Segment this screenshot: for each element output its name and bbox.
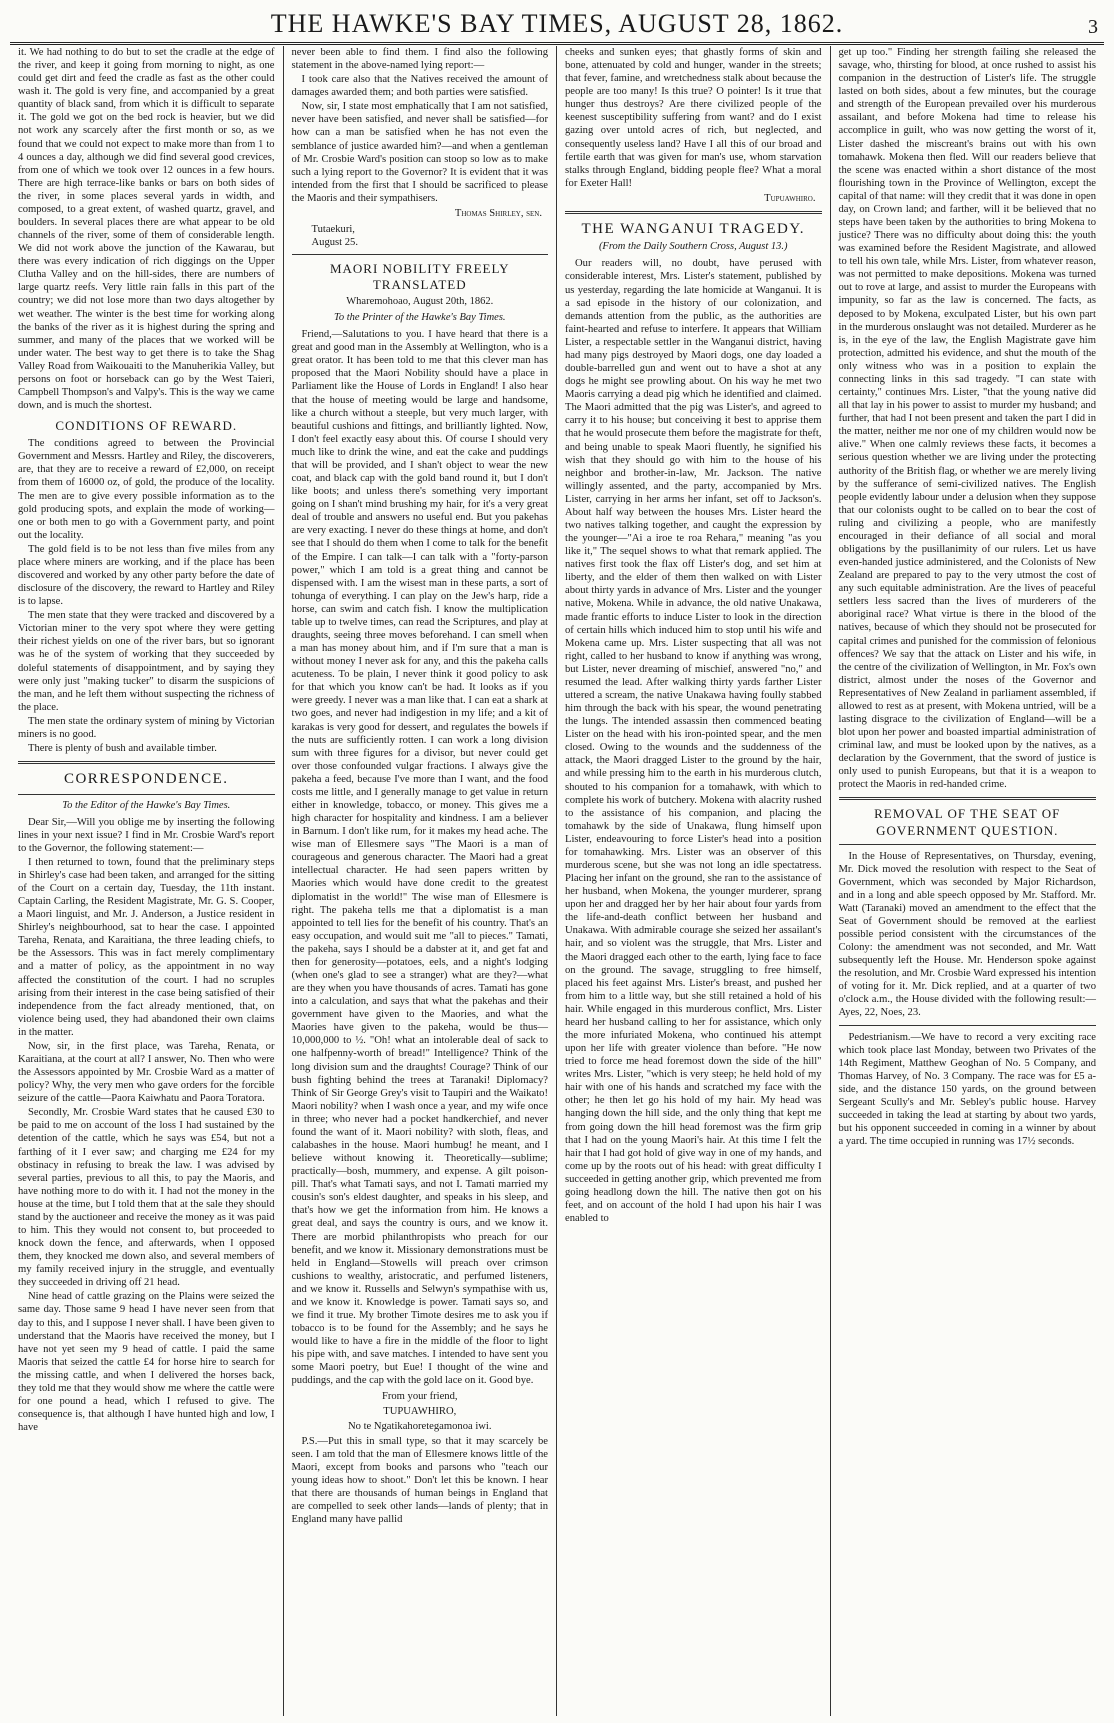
article-text: In the House of Representatives, on Thursday, evening, Mr. Dick moved the resolution with respect to the Seat of Government, which was seconded by Major Richardson, and in a long and able speech opposed by Mr. Stafford. Mr. Watt (Taranaki) moved an amendment to the effect that the Seat of Government should be removed at the earliest possible period consistent with the circumstances of the Colony: the amendment was not seconded, and Mr. Watt subsequently left the House. Mr. Henderson spoke against the resolution, and Mr. Crosbie Ward expressed his intention of voting for it. Mr. Dick replied, and at a quarter of two o'clock a.m., the House divided with the following result:—Ayes, 22, Noes, 23. (838, 850, 1096, 1019)
article-text: There is plenty of bush and available timber. (28, 743, 217, 755)
divider (839, 797, 1097, 800)
closing: From your friend, (381, 1390, 458, 1402)
section-heading: CORRESPONDENCE. (63, 771, 229, 788)
article-text: Dear Sir,—Will you oblige me by inserting the following lines in your next issue? I find in Mr. Crosbie Ward's report to the Governor, the following statement:— (18, 816, 275, 854)
divider (839, 844, 1097, 845)
quoted-text: I then returned to town, found that the preliminary steps in Shirley's case had been taken, and arranged for the sitting of the Court on a certain day, Tuesday, the 11th instant. Captain Carling, the Resident Magistrate, Mr. G. S. Cooper, a Maori linguist, and Mr. J. Anderson, a Justice resident in Shirley's neighbourhood, sat to hear the case. I appointed Tareha, Renata, and Karaitiana, the three leading chiefs, to be the Assessors. This was in fact merely complimentary and a matter of policy, as the appointment in no way affected the constitution of the court. I had no scruples arising from their interest in the case being satisfied of their independence from the fact already mentioned, that, on violence being used, they had abandoned their own claims in the matter. (18, 856, 275, 1038)
divider (565, 211, 822, 214)
article-text: The men state that they were tracked and discovered by a Victorian miner to the very spot where they were getting their richest yields on one of the river bars, but so ignorant was he of the system of working that they succeeded by doleful statements of disappointment, and by saying they were only just "making tucker" to disarm the suspicions of the man, and he left them without suspecting the richness of the place. (18, 610, 275, 713)
article-text: Secondly, Mr. Crosbie Ward states that he caused £30 to be paid to me on account of the loss I had sustained by the detention of the cattle, which he says was £54, but not a farthing of it I ever saw; and charging me £24 for my obstinacy in refusing to break the law. I was advised by several parties, previous to all this, to pay the Maoris, and have nothing more to do with it. I had not the money in the house at the time, but I told them that at the sale they should stand by the auctioneer and receive the money as it was paid to him. This they would not consent to, but proceeded to knock down the fence, and afterwards, when I opposed them, they knocked me down also, and several members of my family received injury in the struggle, and eventually they succeeded in driving off 21 head. (18, 1107, 275, 1289)
article-text: Now, sir, I state most emphatically that I am not satisfied, never have been satisfied, and never shall be satisfied—for how can a man be satisfied when he has not even the semblance of justice awarded him?—and when a gentleman of Mr. Crosbie Ward's position can stoop so low as to make such a lying report to the Governor? It is evident that it was intended from the first that I should be sacrificed to please the Maoris and their sympathisers. (291, 101, 548, 204)
article-text: cheeks and sunken eyes; that ghastly forms of skin and bone, attenuated by cold and hunger, wander in the streets; that fever, famine, and wretchedness stalk about because the people are too many! Is this true? O pointer! Is it true that hunger thus destroys? Are there civilized people of the keenest susceptibility suffering from want? and do I exist gazing over untold acres of rich, but neglected, and consequently useless land? Have I all this of our broad and fertile earth that was given for man's use, whom starvation stalks through England, bidding people flee? What a moral for Exeter Hall! (565, 47, 822, 189)
place: Tutaekuri, (311, 224, 355, 236)
quoted-text: I took care also that the Natives received the amount of damages awarded them; and both parties were satisfied. (291, 74, 548, 99)
letter-addressee: To the Editor of the Hawke's Bay Times. (62, 799, 231, 811)
section-heading: THE WANGANUI TRAGEDY. (581, 220, 806, 237)
columns (10, 46, 1104, 1716)
divider (18, 794, 275, 795)
page-number: 3 (1088, 16, 1098, 38)
letter-addressee: To the Printer of the Hawke's Bay Times. (333, 312, 506, 324)
article-text: it. We had nothing to do but to set the cradle at the edge of the river, and keep it going from morning to night, as one could get dirt and feed the cradle as fast as the other could wash it. The gold is very fine, and accompanied by a great quantity of black sand, from which it is difficult to separate it. The gold we got on the bed rock is heavier, but we did not work any scarcely after the first month or so, as we found that we could not expect to make more than from 1 to 4 ounces a day, although we did find several good crevices, from one of which we took over 12 ounces in a few hours. There are high terrace-like banks or bars on both sides of the river, in some places several yards in width, and composed, to a great extent, of washed quartz, gravel, and boulders. In several places there are what appear to be old channels of the river, some of them of considerable length. We did not work above the junction of the Kawarau, but there was every indication of rich diggings on the Upper Clutha Valley and on the hill-sides, there are numbers of large quartz reefs. Very little rain falls in this part of the country; we did not lose more than two days altogether by wet weather. The winter is the best time for working along the banks of the river as it is highest during the spring and summer, and many of the places that we worked will be under water. The best way to get there is to take the Shag Valley Road from Waikouaiti to the Manuherikia Valley, but persons on foot or horseback can go by the West Taieri, Campbell Thompson's and Valpy's. This is the way we came down, and is much the shortest. (18, 47, 275, 412)
article-text: The men state the ordinary system of mining by Victorian miners is no good. (18, 715, 275, 740)
article-text: Friend,—Salutations to you. I have heard that there is a great and good man in the Assembly at Wellington, who is a great orator. It has been told to me that this clever man has proposed that the Maori Nobility should have a place in Parliament like the House of Lords in England! I also hear that the house of meeting would be large and handsome, like a church without a steeple, but very much larger, with beautiful cushions and fittings, and brilliantly lighted. Now, I don't feel exactly easy about this. Of course I should very much like to drink the wine, and eat the cake and puddings that will be provided, and I shan't object to wear the new coat, and black cap with the gold band round it, but I don't like boots; and unless there's something very important going on I shan't mind brushing my hair, for it's a very great deal of trouble and answers no useful end. But you pakehas are very exacting. I never do these things at home, and don't see that I should do them when I come to talk for the benefit of the Empire. I can talk—I can talk with a "forty-parson power," which I am told is a great thing and cannot be dispensed with. I am the wisest man in these parts, a sort of tohunga of everything. I can play on the Jew's harp, ride a horse, can swim and catch fish. I know the multiplication table up to twelve times, can read the Scriptures, and play at draughts, seeing three moves beforehand. I can smell when a man has money about him, and if I'm sure that a man is without money I never ask for any, and this the pakeha calls acuteness. To be plain, I never think it good policy to ask for that which you know can't be had. It looks as if you were greedy. I never was a man like that. I can eat a shark at two goes, and never had indigestion in my life; and a kit of karakas is very good for dessert, and regulates the bowels if the nuts are sufficiently rotten. I can work a long division sum with three figures for a divisor, but never could get over those confounded vulgar fractions. I always give the pakeha a feed, because I've more than I want, and the food costs me little, and I generally manage to get value in return either in knowledge, tobacco, or money. This gives me a high character for hospitality and kindness. I am a believer in Barnum. I don't like rum, for it makes my head ache. The wise man of Ellesmere says "The Maori is a man of courageous and generous character. The Maori had a great intellectual character. He had seen papers written by Maories which would have done credit to the greatest diplomatist in the world!" The wise man of Ellesmere is right. The pakeha tells me that a diplomatist is a man appointed to tell lies for the benefit of his country. That's an easy occupation, and would suit me "all to pieces." Tamati, the pakeha, says I should be a dabster at it, and get fat and then for generosity—potatoes, eels, and a night's lodging (when one's glad to see a stranger) what are they?—what are they when you have thousands of acres. Tamati has gone into a calculation, and says that what the pakehas and their government have given to the Maories, and what the Maories have given to the pakeha, would be thus—10,000,000 to ½. "Oh! what an intolerable deal of sack to one halfpenny-worth of bread!" Intelligence? Think of the long division sum and the draughts! Courage? Think of our bush fighting behind the trees at Taranaki! Diplomacy? Think of Sir George Grey's visit to Taupiri and the Waikato! Maori nobility? when I wash once a year, and my wife once in three; who never had a pocket handkerchief, and never found the want of it. Maori nobility? with sloth, fleas, and calabashes in the house. Maori humbug! he meant, and I believe without knowing it. Theoretically—sublime; practically—bosh, mummery, and expense. A gilt poison-pill. That's what Tamati says, and not I. Tamati married my cousin's son's eldest daughter, and speaks in his sleep, and that's how we get the information from him. He knows a great deal, and says the country is ours, and we know it. There are morbid philanthropists who preach for our benefit, and we know it. Missionary demonstrations must be held in England—Stowells will preach over crimson cushions to wealthy, aristocratic, and perfumed listeners, and we know it. Russells and Selwyn's sympathise with us, and we know it. Knowledge is power. Tamati says so, and we find it true. My brother Timote desires me to ask you if tobacco is to be found for the Assembly; and he says he would like to have a fire in the middle of the floor to light his pipe with, and save matches. I intended to have sent you some Maori poetry, but Eue! I thought of the wine and puddings, and the cap with the gold lace on it. Good bye. (291, 329, 548, 1387)
newspaper-title: THE HAWKE'S BAY TIMES, AUGUST 28, 1862. (270, 9, 844, 38)
section-heading: CONDITIONS OF REWARD. (55, 418, 238, 434)
signature: TUPUAWHIRO, (383, 1405, 457, 1417)
article-text: The conditions agreed to between the Provincial Government and Messrs. Hartley and Riley, the discoverers, are, that they are to receive a reward of £2,000, on receipt from them of 16000 oz, of gold, the produce of the locality. The men are to give every possible information as to the gold producing spots, and explain the mode of working—one or both men to go with a Government party, and point out the locality. (18, 438, 275, 541)
article-text: Now, sir, in the first place, was Tareha, Renata, or Karaitiana, at the court at all? I answer, No. Then who were the Assessors appointed by Mr. Crosbie Ward as a matter of policy? Why, the very men who gave orders for the forcible seizure of the cattle—Paora Kaiwhatu and Paora Toratora. (18, 1040, 275, 1105)
article-text: get up too." Finding her strength failing she released the savage, who, thirsting for blood, at once rushed to assist his companion in the destruction of Lister's life. The struggle lasted on both sides, about a few minutes, but the courage and strength of the European prevailed over his murderous assailant, and before Mokena had time to release his accomplice in guilt, who was now getting the worst of it, Lister dashed the miscreant's brains out with his own tomahawk. Mokena then fled. Will our readers believe that the scene was enacted within a short distance of the most flourishing town in the Province of Wellington, except the capital of that name: will they credit that it was done in open day, on Crown land; and farther, will it be believed that no steps have been taken by the authorities to bring Mokena to justice? There was no difficulty about doing this: the youth was examined before the Resident Magistrate, and allowed to tell his own tale, while Mrs. Lister, from whatever reason, was not permitted to make depositions. Mokena was turned out to rove at large, and assist to murder the Europeans with impunity, so far as the law is concerned. The facts, as deposed to by Mokena, exculpated Lister, but his own part in the murderous onslaught was not detailed. Murderer as he is, in the eye of the law, the English Magistrate gave him protection, admitted his evidence, and shut the mouth of the only witness who was in a position to explain the connecting links in this sad tragedy. "I can state with certainty," continues Mrs. Lister, "that the young native did all that lay in his power to assist to murder my husband; and further, that had I not been present and taken the part I did in the matter, neither me nor one of my children would now be alive." When one calmly reviews these facts, it becomes a serious question whether we are living under the protecting authority of the British flag, or whether we are merely living by the sufferance of semi-civilized natives. The English people evidently labour under a delusion when they suppose that our colonists ought to be called on to bear the cost of ruling and civilizing a people, who are manifestly encouraged in their defiance of all social and moral obligations by the pusillanimity of our rulers. Let us have even-handed justice administered, and the Colonists of New Zealand are prepared to pay to the very utmost the cost of any such equitable administration. Are the lives of peaceful settlers less sacred than the lives of murderers of the aboriginal race? What virtue is there in the blood of the natives, because of which they should not be prosecuted for capital crimes and punished for the commission of felonious offences? We say that the attack on Lister and his wife, in the centre of the civilization of Wellington, in Mr. Fox's own district, almost under the noses of the Governor and Representatives of New Zealand in parliament assembled, if allowed to rest as at present, with Mokena untried, will be a lasting disgrace to the civilization of England—will be a blot upon her power and boasted impartial administration of criminal law, and must be looked upon by the natives, as a declaration by the Government, that the sword of justice is only used to punish Europeans, but that it is a weapon to protect the Maoris in red-handed crime. (838, 47, 1096, 791)
article-text: never been able to find them. I find also the following statement in the above-named lying report:— (291, 47, 548, 72)
postscript: P.S.—Put this in small type, so that it may scarcely be seen. I am told that the man of Ellesmere knows little of the Maori, except from books and parsons who "teach our young ideas how to shoot." Don't let this be known. I hear that there are thousands of human beings in England that are compelled to seek other lands—lands of plenty; that in England many have pallid (291, 1435, 548, 1526)
article-text: Our readers will, no doubt, have perused with considerable interest, Mrs. Lister's statement, published by us yesterday, regarding the late homicide at Wanganui. It is a sad episode in the history of our colonization, and demands attention from the public, as the authorities are faint-hearted and refuse to interfere. It appears that William Lister, a respectable settler in the Wanganui district, having had many pigs destroyed by Maori dogs, one day loaded a double-barrelled gun and went out to have a shot at any dogs he might see prowling about. On his way he met two Maoris carrying a dead pig which he identified and claimed. The Maori admitted that the pig was Lister's, and agreed to carry it to his house; but conceiving it best to apprise them that he would prosecute them before the magistrate for theft, and being unable to speak Maori fluently, he signified his wish that they should go with him to the house of his neighbor and brother-in-law, Mr. Jackson. The native willingly assented, and the party, accompanied by Mrs. Lister, carrying in her arms her infant, set off to Jackson's. About half way between the houses Mrs. Lister heard the two natives talking together, and caught the expression by the younger—"Ai a iroe te roa Rehara," meaning "as you like it," The sequel shows to what that remark applied. The natives first took the flax off Lister's dog, and set him at liberty, and the elder of them then walked on with Lister about thirty yards in advance of Mrs. Lister and the younger native, Mokena. While in advance, the old native Unakawa, made frantic efforts to induce Lister to look in the direction of certain hills which induced him to stop until his wife and Mokena came up. Mrs. Lister suspecting that all was not right, called to her husband to know if anything was wrong, but Lister, never dreaming of mischief, answered "no," and resumed the lead. After walking thirty yards farther Lister uttered a scream, the native Unakawa having foully stabbed him through the back with his spear, the wound penetrating the lungs. The intended assassin then commenced beating Lister on the head with his iron-pointed spear, and the men closed. Owing to the wounds and the suddenness of the attack, the Maori dragged Lister to the ground by the hair, and while pressing him to the earth in his murderous clutch, shouted to his companion for a tomahawk, with which to complete his work of butchery. Mokena with alacrity rushed to the assistance of his companion, and placing the tomahawk by the side of Unakawa, flung himself upon Lister, endeavouring to force Lister's head into a position for tomahawking. Mrs. Lister was an observer of this murderous scene, but she was not long an idle spectatress. Placing her infant on the ground, she ran to the assistance of her husband, when Mokena, the younger murderer, sprang upon her and dragged her by her hair about four yards from the life-and-death conflict between her husband and Unakawa. With admirable courage she seized her assailant's hair, and so violent was the struggle, that Mrs. Lister and the Maori dragged each other to the earth, lying face to face on the ground. The savage, struggling to free himself, placed his feet against Mrs. Lister's breast, and pushed her from him to a little way, but she still retained a hold of his hair. While engaged in this murderous conflict, Mrs. Lister heard her husband calling to her for assistance, which only the more infuriated Mokena, who continued his attempt upon her life with greater violence than before. "He now tried to force me head foremost down the side of the hill" writes Mrs. Lister, "which is very steep; he held hold of my hair with one of his hands and scratched my face with the other; he then let go his hold of my hair. My head was hanging down the hill side, and the only thing that kept me from going down the hill head foremost was the firm grip that I had on the young Maori's hair. At this time I felt the hair that I had got hold of give way in one of my hands, and come up by the roots out of his head: with great difficulty I succeeded in getting another grip, which prevented me from going headlong down the hill. The native then got on his feet, and on account of the hold I had upon his hair I was enabled to (565, 258, 822, 1225)
date: August 25. (311, 237, 358, 249)
article-text: The gold field is to be not less than five miles from any place where miners are working, and if the place has been discovered and worked by any other party before the date of disclosure of the discovery, the reward to Hartley and Riley is to lapse. (18, 543, 275, 608)
article-text: Nine head of cattle grazing on the Plains were seized the same day. Those same 9 head I have never seen from that day to this, and I suppose I never shall. I have been given to understand that the Maoris have received the money, but I have not yet seen my 9 head of cattle. I paid the same Maoris that seized the cattle £4 for horse hire to search for the missing cattle, and when I delivered the horses back, they told me that they would show me where the cattle were for one pound a head, which I refused to give. The consequence is, that although I have hunted high and low, I have (18, 1291, 275, 1434)
signature: Tupuawhiro. (764, 192, 816, 204)
signature: Thomas Shirley, sen. (454, 207, 542, 219)
divider (292, 254, 549, 255)
divider (839, 1025, 1097, 1026)
section-heading: REMOVAL OF THE SEAT OF GOVERNMENT QUESTION. (874, 806, 1061, 838)
column-4 (831, 46, 1105, 1716)
section-heading: MAORI NOBILITY FREELY TRANSLATED (329, 261, 510, 293)
masthead (10, 8, 1104, 45)
tribe-line: No te Ngatikahoretegamonoa iwi. (347, 1420, 492, 1432)
column-2 (284, 46, 558, 1716)
source-line: (From the Daily Southern Cross, August 13.) (598, 241, 788, 253)
divider (18, 761, 275, 764)
article-text: Pedestrianism.—We have to record a very exciting race which took place last Monday, between two Privates of the 14th Regiment, Matthew Geoghan of No. 5 Company, and Thomas Harvey, of No. 3 Company. The race was for £5 a-side, and the distance 150 yards, on the ground between Sergeant Scully's and Mr. Sebley's public house. Harvey succeeded in taking the lead at starting by about two yards, but his opponent succeeded in coming in a winner by about a yard. The time occupied in running was 17½ seconds. (838, 1031, 1096, 1148)
dateline: Wharemohoao, August 20th, 1862. (346, 296, 494, 308)
column-1 (10, 46, 284, 1716)
column-3 (557, 46, 831, 1716)
